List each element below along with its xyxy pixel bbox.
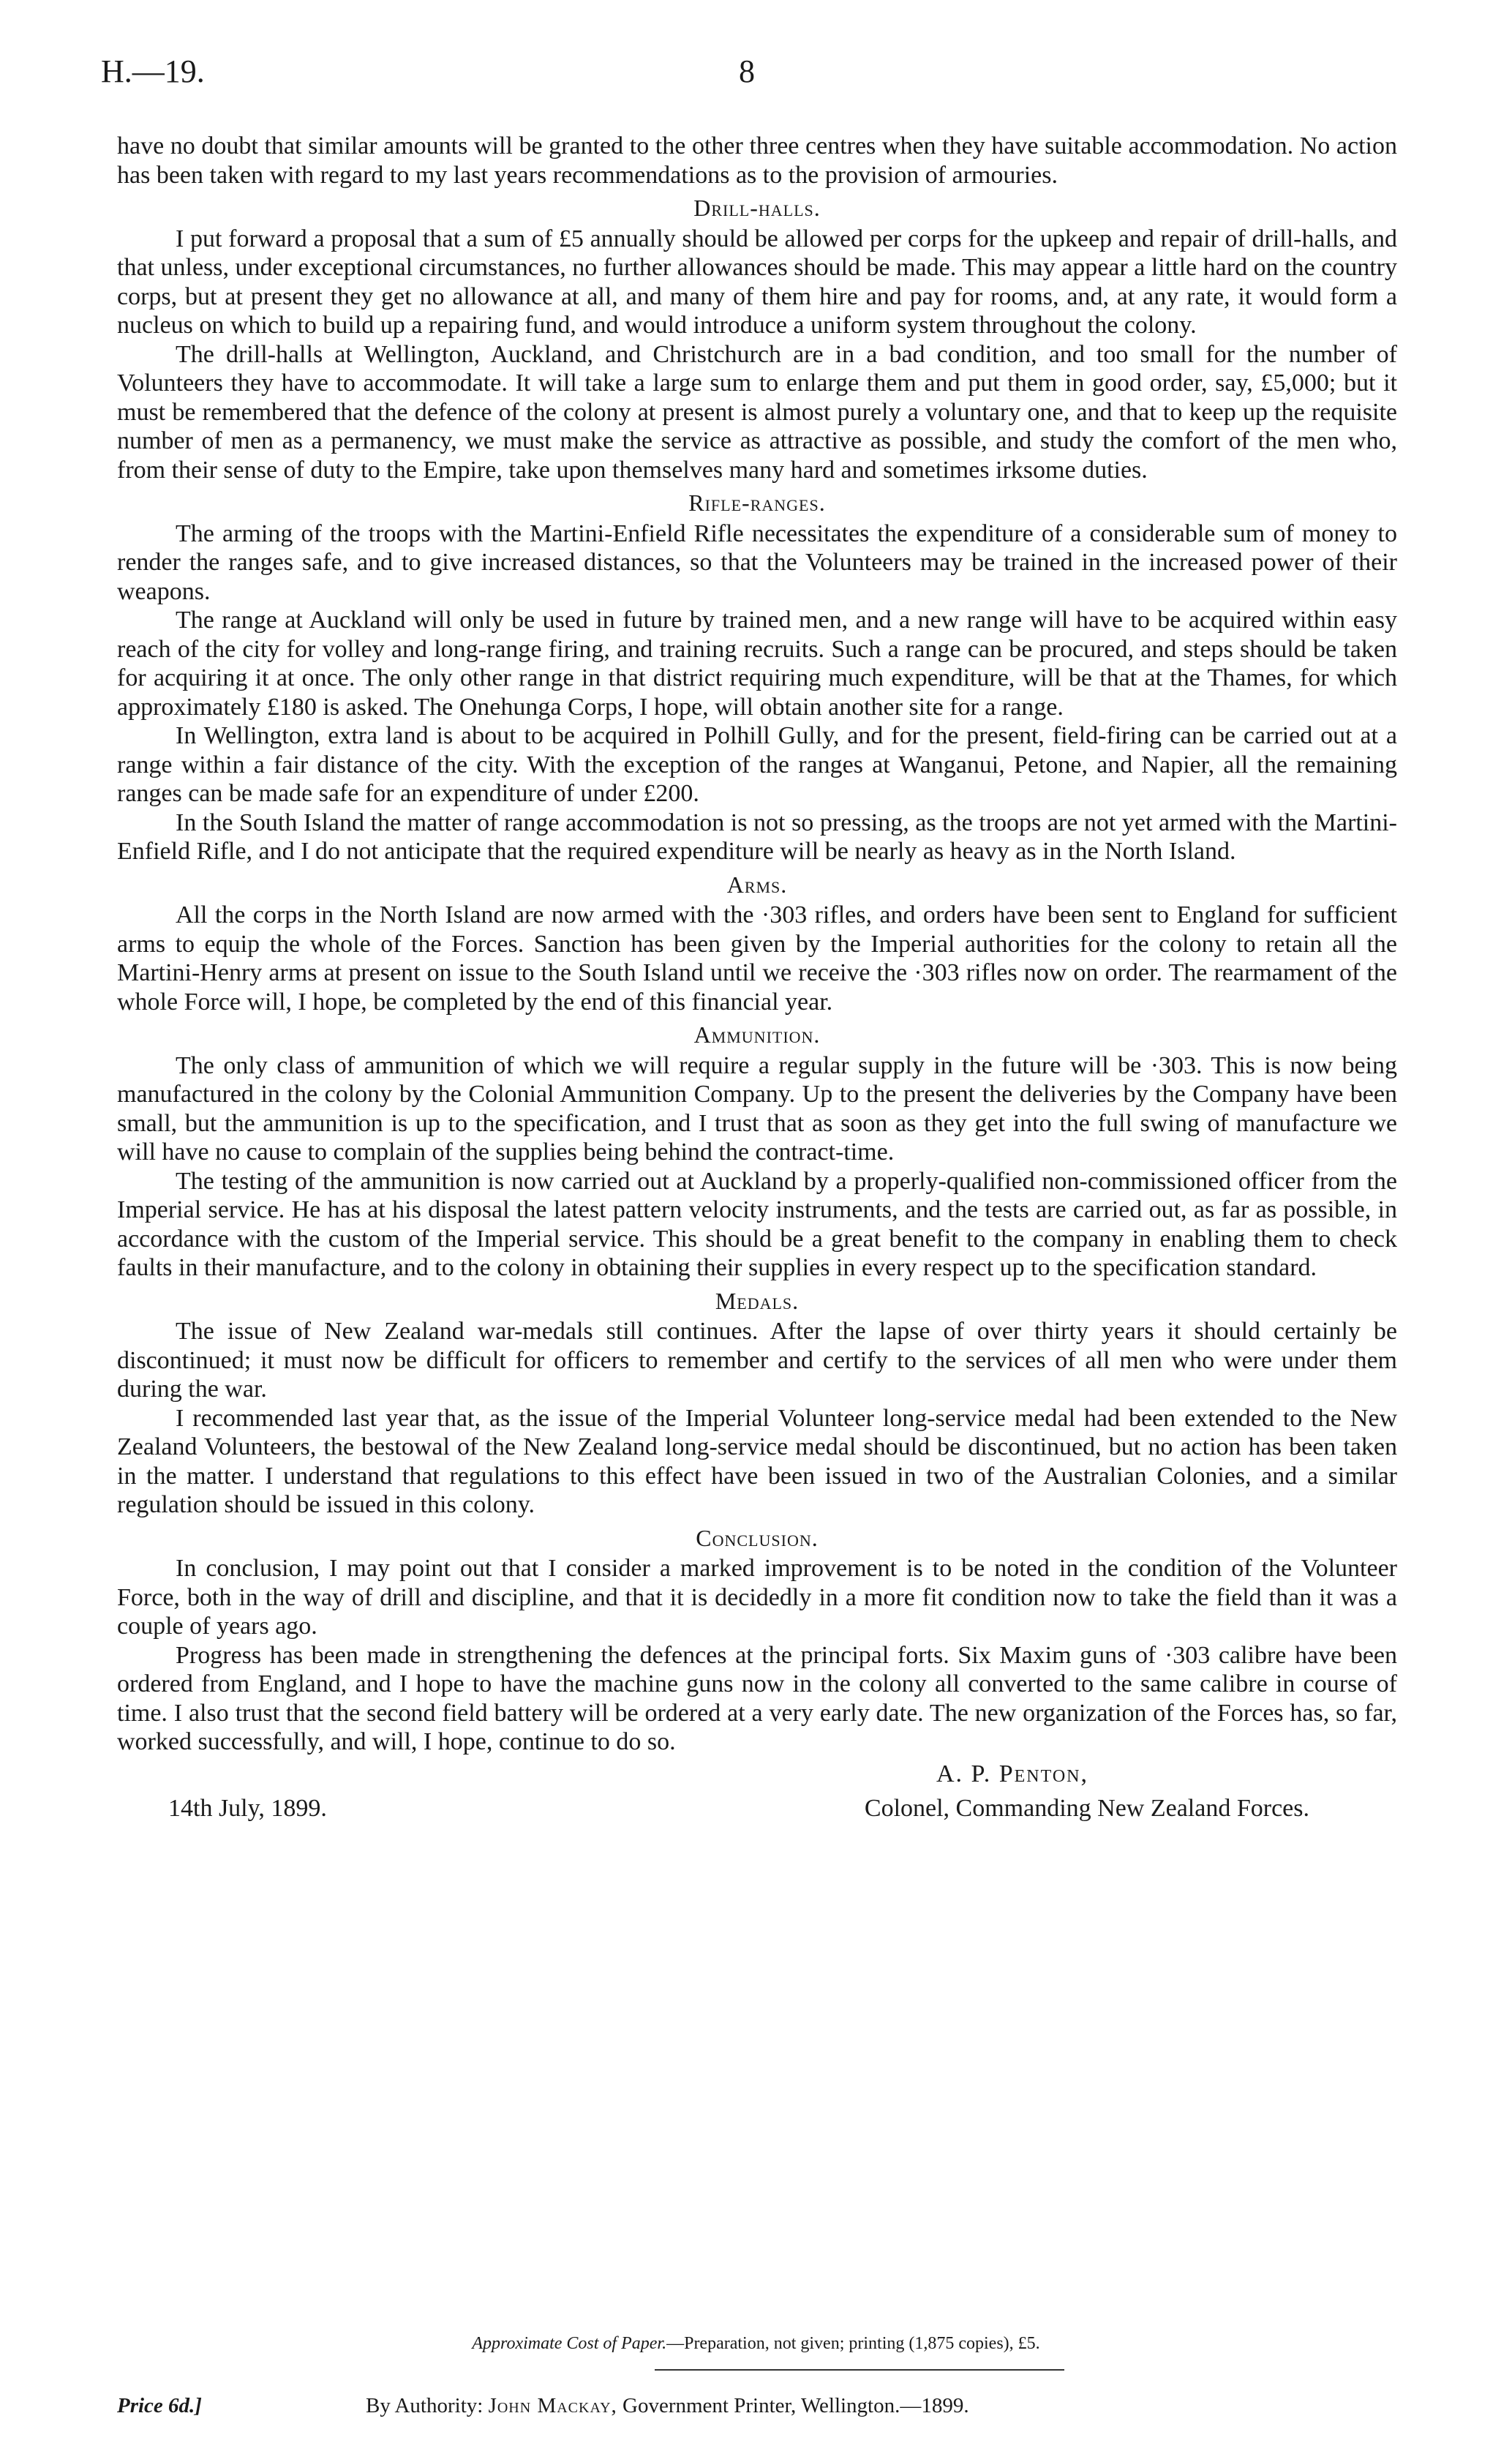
cost-note-text: —Preparation, not given; printing (1,875 copies), £5. bbox=[666, 2334, 1040, 2353]
signatory-name: A. P. Penton, bbox=[936, 1760, 1088, 1787]
paragraph: The issue of New Zealand war-medals still continues. After the lapse of over thirty years it should certainly be discontinued; it must now be difficult for officers to remember and certify to the services of all men who were under them during the war. bbox=[117, 1318, 1397, 1403]
content-blocks bbox=[117, 132, 1397, 1757]
section-heading: Arms. bbox=[726, 871, 788, 898]
paragraph: I recommended last year that, as the issue of the Imperial Volunteer long-service medal had been extended to the New Zealand Volunteers, the bestowal of the New Zealand long-service medal should be discontinued, but no action has been taken in the matter. I understand that regulations to this effect have been issued in two of the Australian Colonies, and a similar regulation should be issued in this colony. bbox=[117, 1404, 1397, 1518]
paragraph: Progress has been made in strengthening the defences at the principal forts. Six Maxim guns of ·303 calibre have been ordered from England, and I hope to have the machine guns now in the colony all converted to the same calibre in course of time. I also trust that the second field battery will be ordered at a very early date. The new organization of the Forces has, so far, worked successfully, and will, I hope, continue to do so. bbox=[117, 1641, 1397, 1755]
paragraph: In Wellington, extra land is about to be acquired in Polhill Gully, and for the present, field-firing can be carried out at a range within a fair distance of the city. With the exception of the ranges at Wanganui, Petone, and Napier, all the remaining ranges can be made safe for an expenditure of under £200. bbox=[117, 722, 1397, 807]
section-heading: Ammunition. bbox=[693, 1021, 821, 1048]
price: Price 6d.] bbox=[117, 2394, 202, 2417]
paragraph: I put forward a proposal that a sum of £5 annually should be allowed per corps for the upkeep and repair of drill-halls, and that unless, under exceptional circumstances, no further allowances should be made. This may appear a little hard on the country corps, but at present they get no allowance at all, and many of them hire and pay for rooms, and, at any rate, it would form a nucleus on which to build up a repairing fund, and would introduce a uniform system throughout the colony. bbox=[117, 225, 1397, 339]
cost-note bbox=[0, 2334, 1512, 2354]
printer-imprint bbox=[366, 2394, 969, 2418]
section-heading: Conclusion. bbox=[696, 1524, 819, 1551]
paragraph: have no doubt that similar amounts will be granted to the other three centres when they have suitable accommodation. No action has been taken with regard to my last years recommendations as to the provision of armouries. bbox=[117, 132, 1397, 189]
printer-details: Government Printer, Wellington.—1899. bbox=[623, 2394, 969, 2417]
signature-block bbox=[117, 1760, 1397, 1823]
printer-name: John Mackay, bbox=[488, 2394, 617, 2417]
document-reference: H.—19. bbox=[101, 53, 205, 89]
report-date: 14th July, 1899. bbox=[168, 1795, 327, 1822]
cost-note-label: Approximate Cost of Paper. bbox=[472, 2334, 667, 2353]
signatory-title: Colonel, Commanding New Zealand Forces. bbox=[864, 1795, 1309, 1822]
section-heading: Medals. bbox=[715, 1287, 800, 1314]
authority-label: By Authority: bbox=[366, 2394, 484, 2417]
paragraph: The drill-halls at Wellington, Auckland, and Christchurch are in a bad condition, and too small for the number of Volunteers they have to accommodate. It will take a large sum to enlarge them and put them in good order, say, £5,000; but it must be remembered that the defence of the colony at present is almost purely a voluntary one, and that to keep up the requisite number of men as a permanency, we must make the service as attractive as possible, and study the comfort of the men who, from their sense of duty to the Empire, take upon themselves many hard and sometimes irksome duties. bbox=[117, 340, 1397, 484]
document-body bbox=[117, 132, 1397, 1823]
paragraph: The only class of ammunition of which we will require a regular supply in the future will be ·303. This is now being manufactured in the colony by the Colonial Ammunition Company. Up to the present the deliveries by the Company have been small, but the ammunition is up to the specification, and I trust that as soon as they get into the full swing of manufacture we will have no cause to complain of the supplies being behind the contract-time. bbox=[117, 1051, 1397, 1166]
footer-rule bbox=[655, 2369, 1064, 2371]
section-heading: Drill-halls. bbox=[693, 195, 821, 221]
paragraph: The arming of the troops with the Martini-Enfield Rifle necessitates the expenditure of a considerable sum of money to render the ranges safe, and to give increased distances, so that the Volunteers may be trained in the increased power of their weapons. bbox=[117, 519, 1397, 605]
paragraph: All the corps in the North Island are now armed with the ·303 rifles, and orders have been sent to England for sufficient arms to equip the whole of the Forces. Sanction has been given by the Imperial authorities for the colony to retain all the Martini-Henry arms at present on issue to the South Island until we receive the ·303 rifles now on order. The rearmament of the whole Force will, I hope, be completed by the end of this financial year. bbox=[117, 901, 1397, 1016]
paragraph: The range at Auckland will only be used in future by trained men, and a new range will have to be acquired within easy reach of the city for volley and long-range firing, and training recruits. Such a range can be procured, and steps should be taken for acquiring it at once. The only other range in that district requiring much expenditure, will be that at the Thames, for which approximately £180 is asked. The Onehunga Corps, I hope, will obtain another site for a range. bbox=[117, 607, 1397, 721]
page-number: 8 bbox=[739, 53, 755, 89]
paragraph: The testing of the ammunition is now carried out at Auckland by a properly-qualified non-commissioned officer from the Imperial service. He has at his disposal the latest pattern velocity instruments, and the tests are carried out, as far as possible, in accordance with the custom of the Imperial service. This should be a great benefit to the company in enabling them to check faults in their manufacture, and to the colony in obtaining their supplies in every respect up to the specification standard. bbox=[117, 1167, 1397, 1281]
paragraph: In the South Island the matter of range accommodation is not so pressing, as the troops are not yet armed with the Martini-Enfield Rifle, and I do not anticipate that the required expenditure will be nearly as heavy as in the North Island. bbox=[117, 808, 1397, 865]
section-heading: Rifle-ranges. bbox=[688, 489, 826, 516]
paragraph: In conclusion, I may point out that I consider a marked improvement is to be noted in the condition of the Volunteer Force, both in the way of drill and discipline, and that it is decidedly in a more fit condition now to take the field than it was a couple of years ago. bbox=[117, 1555, 1397, 1640]
